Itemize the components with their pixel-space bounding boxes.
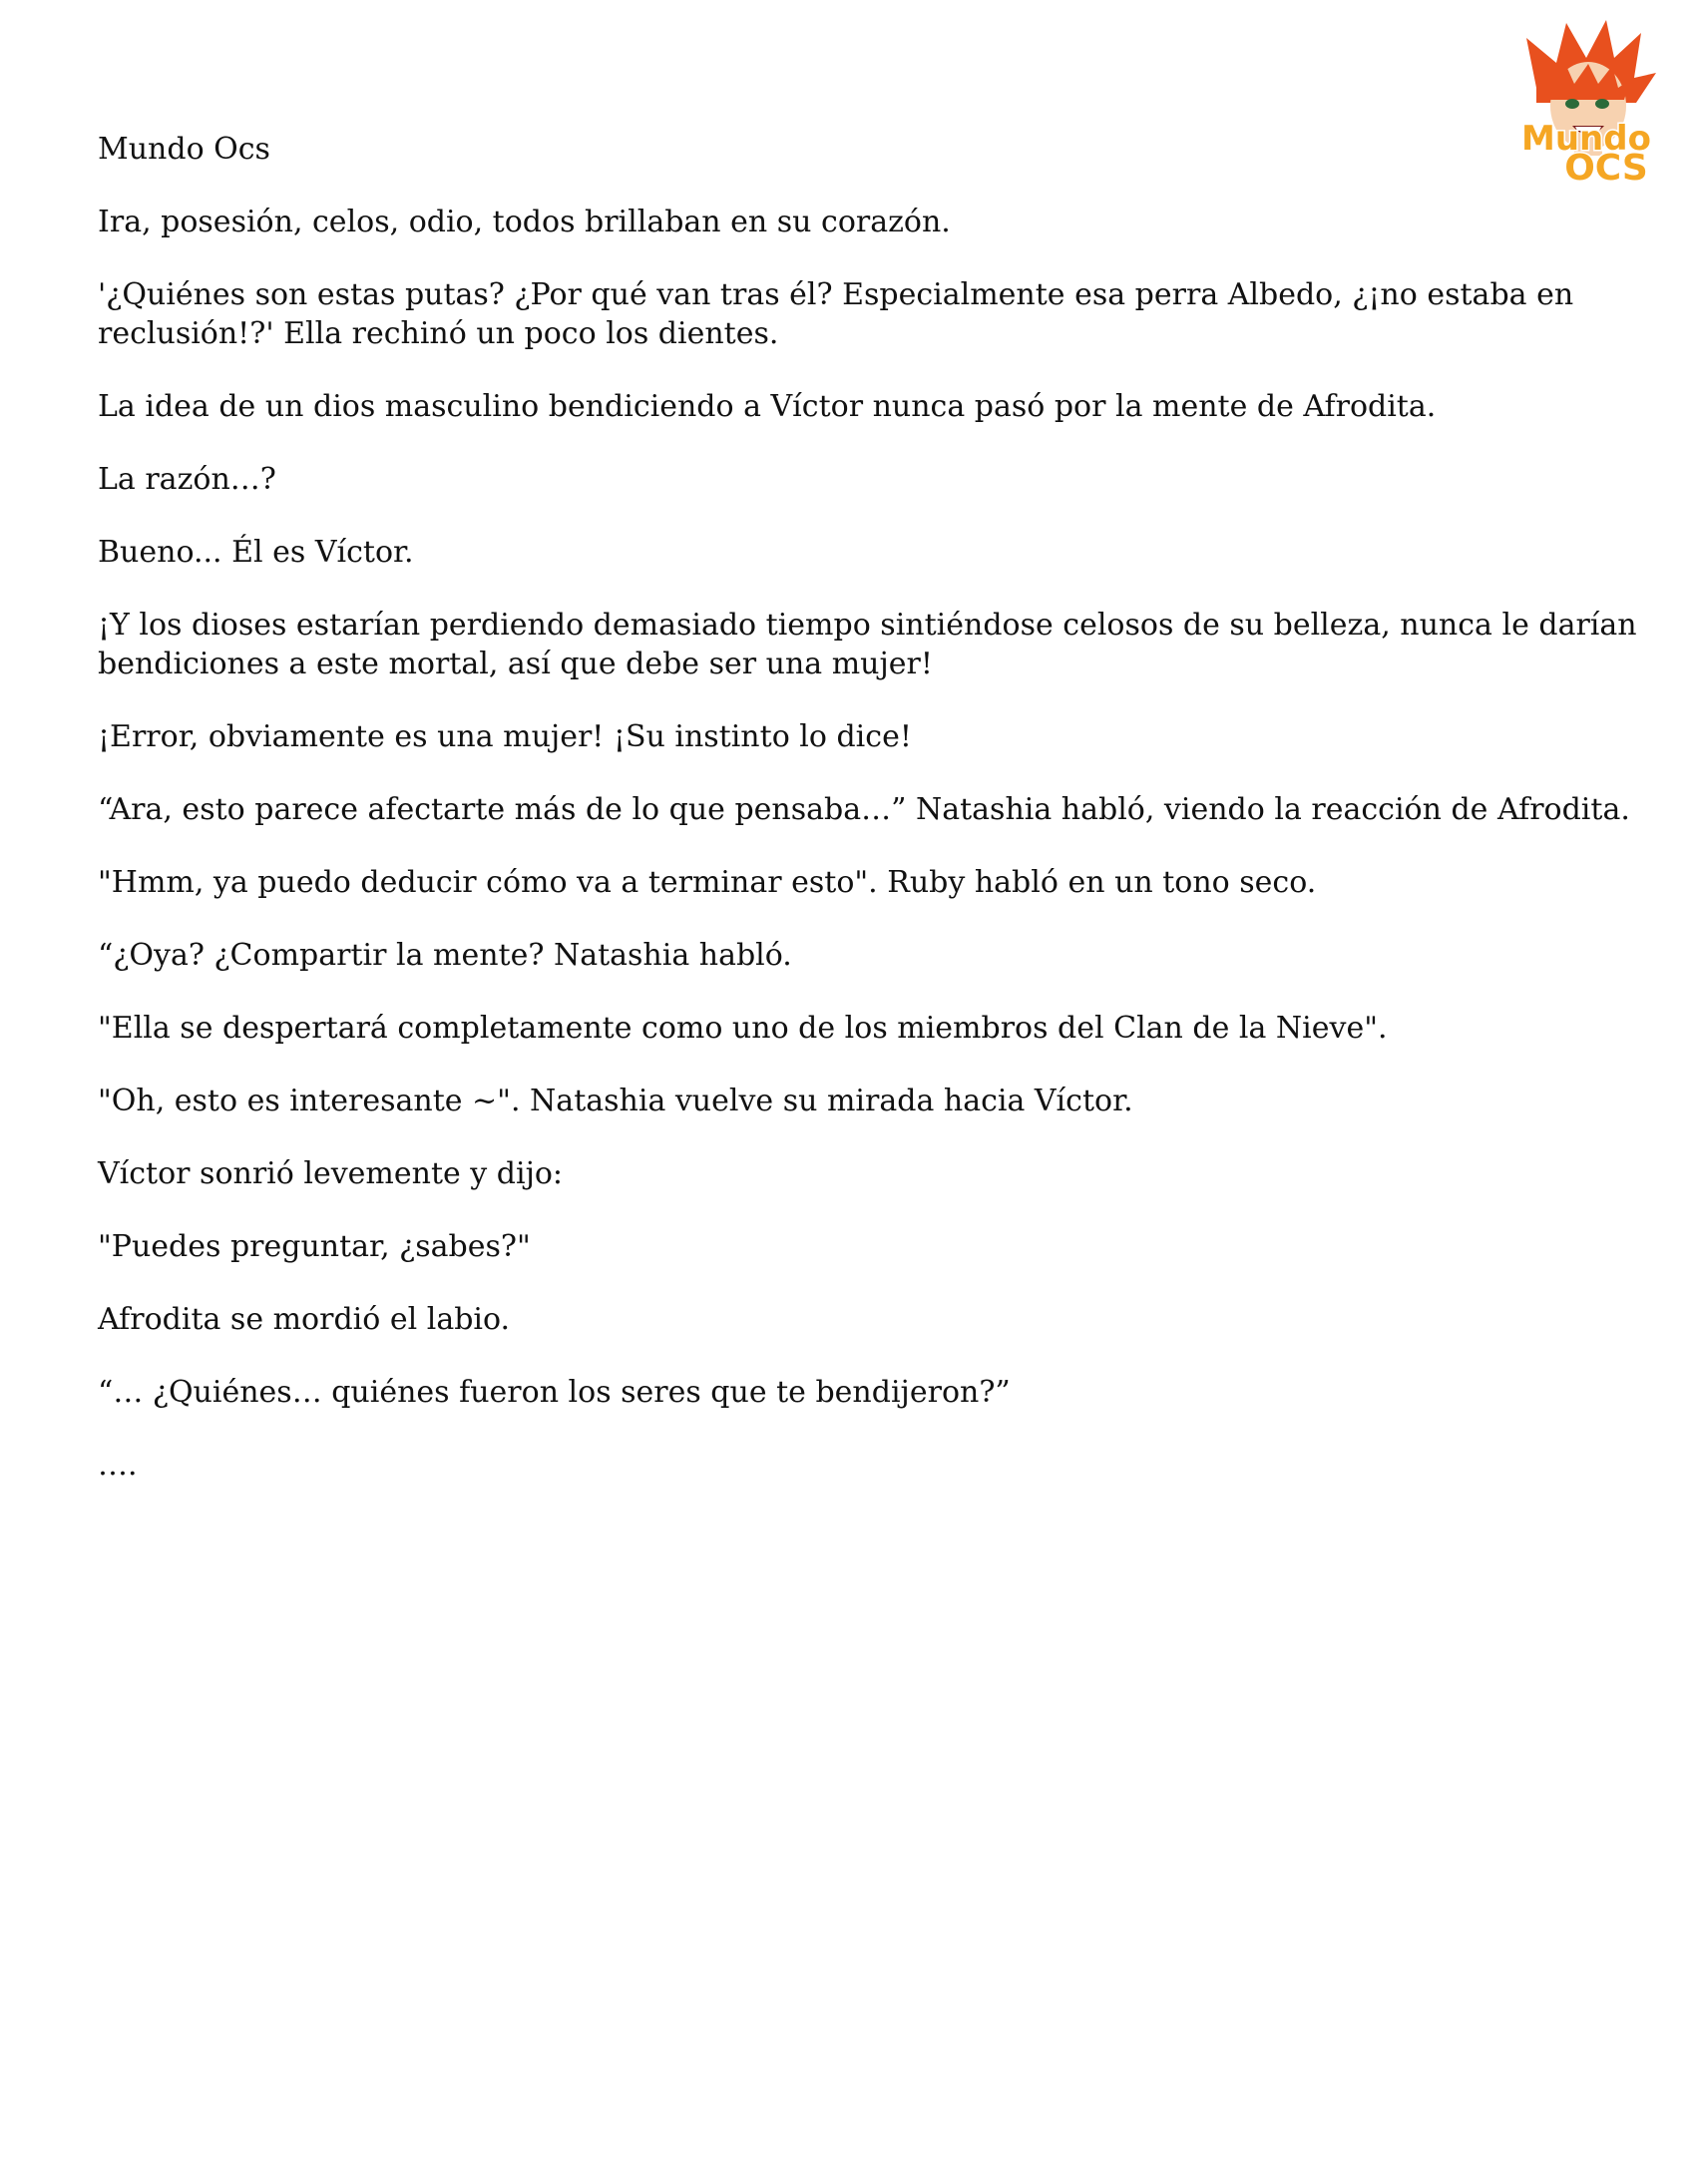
document-body <box>98 130 1654 1519</box>
paragraph: Ira, posesión, celos, odio, todos brillaban en su corazón. <box>98 205 951 239</box>
svg-text:Mundo: Mundo <box>1521 119 1651 159</box>
paragraph: La idea de un dios masculino bendiciendo a Víctor nunca pasó por la mente de Afrodita. <box>98 389 1437 424</box>
document-header: Mundo Ocs <box>98 132 270 167</box>
paragraph: Víctor sonrió levemente y dijo: <box>98 1156 564 1191</box>
paragraph: "Hmm, ya puedo deducir cómo va a terminar esto". Ruby habló en un tono seco. <box>98 865 1317 900</box>
paragraph: Bueno... Él es Víctor. <box>98 535 414 570</box>
paragraph: "Puedes preguntar, ¿sabes?" <box>98 1229 531 1264</box>
paragraph: …. <box>98 1448 138 1483</box>
paragraph: "Ella se despertará completamente como uno de los miembros del Clan de la Nieve". <box>98 1011 1388 1046</box>
paragraph: "Oh, esto es interesante ~". Natashia vuelve su mirada hacia Víctor. <box>98 1084 1133 1118</box>
paragraph: '¿Quiénes son estas putas? ¿Por qué van tras él? Especialmente esa perra Albedo, ¿¡no estaba en reclusión!?' Ella rechinó un poco los dientes. <box>98 277 1574 351</box>
paragraph: ¡Y los dioses estarían perdiendo demasiado tiempo sintiéndose celosos de su belleza, nunca le darían bendiciones a este mortal, así que debe ser una mujer! <box>98 608 1637 681</box>
paragraph: La razón…? <box>98 462 276 497</box>
paragraph: “… ¿Quiénes… quiénes fueron los seres que te bendijeron?” <box>98 1375 1011 1410</box>
paragraph: ¡Error, obviamente es una mujer! ¡Su instinto lo dice! <box>98 719 912 754</box>
svg-text:OCS: OCS <box>1564 148 1648 188</box>
paragraph: “Ara, esto parece afectarte más de lo que pensaba…” Natashia habló, viendo la reacción de Afrodita. <box>98 792 1630 827</box>
paragraph: “¿Oya? ¿Compartir la mente? Natashia habló. <box>98 938 792 973</box>
paragraph: Afrodita se mordió el labio. <box>98 1302 511 1337</box>
